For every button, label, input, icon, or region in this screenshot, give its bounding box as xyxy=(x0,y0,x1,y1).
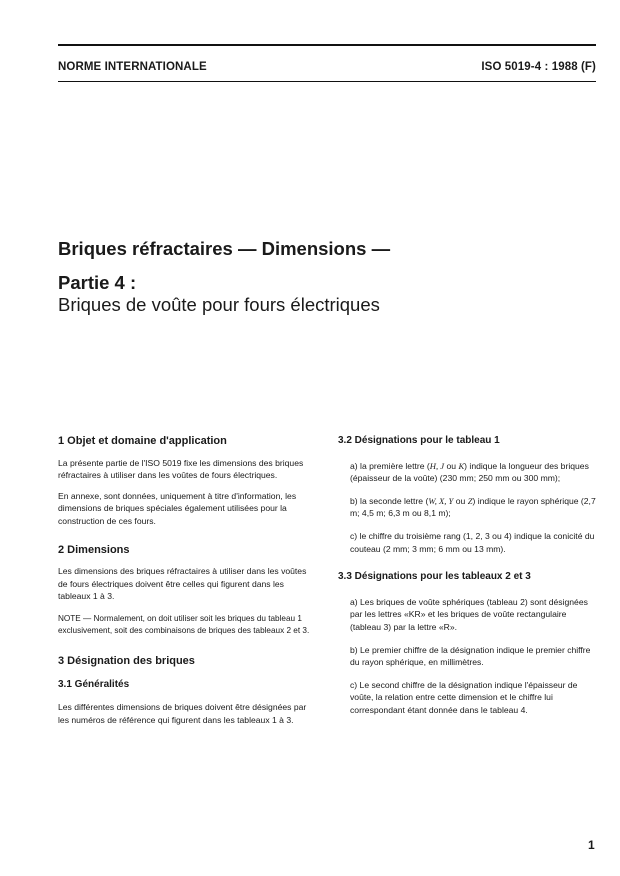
header-standard-reference: ISO 5019-4 : 1988 (F) xyxy=(481,61,596,73)
header-rule-bottom xyxy=(58,81,596,82)
section-3-2-item-c: c) le chiffre du troisième rang (1, 2, 3 ou 4) indique la conicité du couteau (2 mm; 3 mm; 6 mm ou 13 mm). xyxy=(350,530,595,554)
section-2-heading: 2 Dimensions xyxy=(58,543,130,556)
item-b-suffix: ) indique le rayon sphérique (2,7 m; 4,5 m; 6,3 m ou 8,1 m); xyxy=(350,495,596,519)
section-3-1-heading: 3.1 Généralités xyxy=(58,678,130,690)
right-column xyxy=(338,435,596,717)
section-3-3-item-c: c) Le second chiffre de la désignation indique l'épaisseur de voûte, la relation entre cette dimension et le chiffre lui correspondant étant donnée dans le tableau 4. xyxy=(350,679,578,715)
item-b-prefix: b) la seconde lettre ( xyxy=(350,495,429,506)
section-2-paragraph-1: Les dimensions des briques réfractaires à utiliser dans les voûtes de fours électriques doivent être celles qui figurent dans les tableaux 1 à 3. xyxy=(58,566,307,602)
document-part-label: Partie 4 : xyxy=(58,272,137,293)
document-title: Briques réfractaires — Dimensions — xyxy=(58,238,391,259)
item-a-conjunction: ou xyxy=(444,460,459,471)
header-rule-top xyxy=(58,44,596,46)
section-3-2-item-a xyxy=(338,460,596,485)
section-2-note: NOTE — Normalement, on doit utiliser soit les briques du tableau 1 exclusivement, soit des combinaisons de briques des tableaux 2 et 3. xyxy=(58,613,310,635)
item-a-suffix: ) indique la longueur des briques (épaisseur de la voûte) (230 mm; 250 mm ou 300 mm); xyxy=(350,460,589,484)
section-3-3-item-b: b) Le premier chiffre de la désignation indique le premier chiffre du rayon sphérique, en millimètres. xyxy=(350,644,591,668)
section-1-heading: 1 Objet et domaine d'application xyxy=(58,435,227,447)
section-1-paragraph-1: La présente partie de l'ISO 5019 fixe les dimensions des briques réfractaires à utiliser dans les voûtes de fours électriques. xyxy=(58,457,304,481)
item-a-variables: H, J xyxy=(429,460,445,471)
section-3-3-item-a: a) Les briques de voûte sphériques (tableau 2) sont désignées par les lettres «KR» et les briques de voûte rectangulaire (tableau 3) par la lettre «R». xyxy=(350,596,588,632)
section-3-3-heading: 3.3 Désignations pour les tableaux 2 et 3 xyxy=(338,571,531,583)
item-b-variable-last: Z xyxy=(467,495,473,506)
section-1-paragraph-2: En annexe, sont données, uniquement à titre d'information, les dimensions de briques spéciales également utilisées pour la construction de ces fours. xyxy=(58,490,297,526)
section-3-2-heading: 3.2 Désignations pour le tableau 1 xyxy=(338,435,500,446)
document-subtitle: Briques de voûte pour fours électriques xyxy=(58,294,380,315)
section-3-heading: 3 Désignation des briques xyxy=(58,654,195,667)
left-column xyxy=(58,435,315,726)
section-3-1-paragraph-1: Les différentes dimensions de briques doivent être désignées par les numéros de référence qui figurent dans les tableaux 1 à 3. xyxy=(58,702,307,725)
header-standard-type: NORME INTERNATIONALE xyxy=(58,61,207,73)
item-b-variables: W, X, Y xyxy=(428,495,454,506)
section-3-2-item-b xyxy=(338,495,596,520)
item-a-prefix: a) la première lettre ( xyxy=(350,460,430,471)
item-b-conjunction: ou xyxy=(453,495,468,506)
item-a-variable-last: K xyxy=(458,460,465,471)
page-number: 1 xyxy=(588,838,595,852)
